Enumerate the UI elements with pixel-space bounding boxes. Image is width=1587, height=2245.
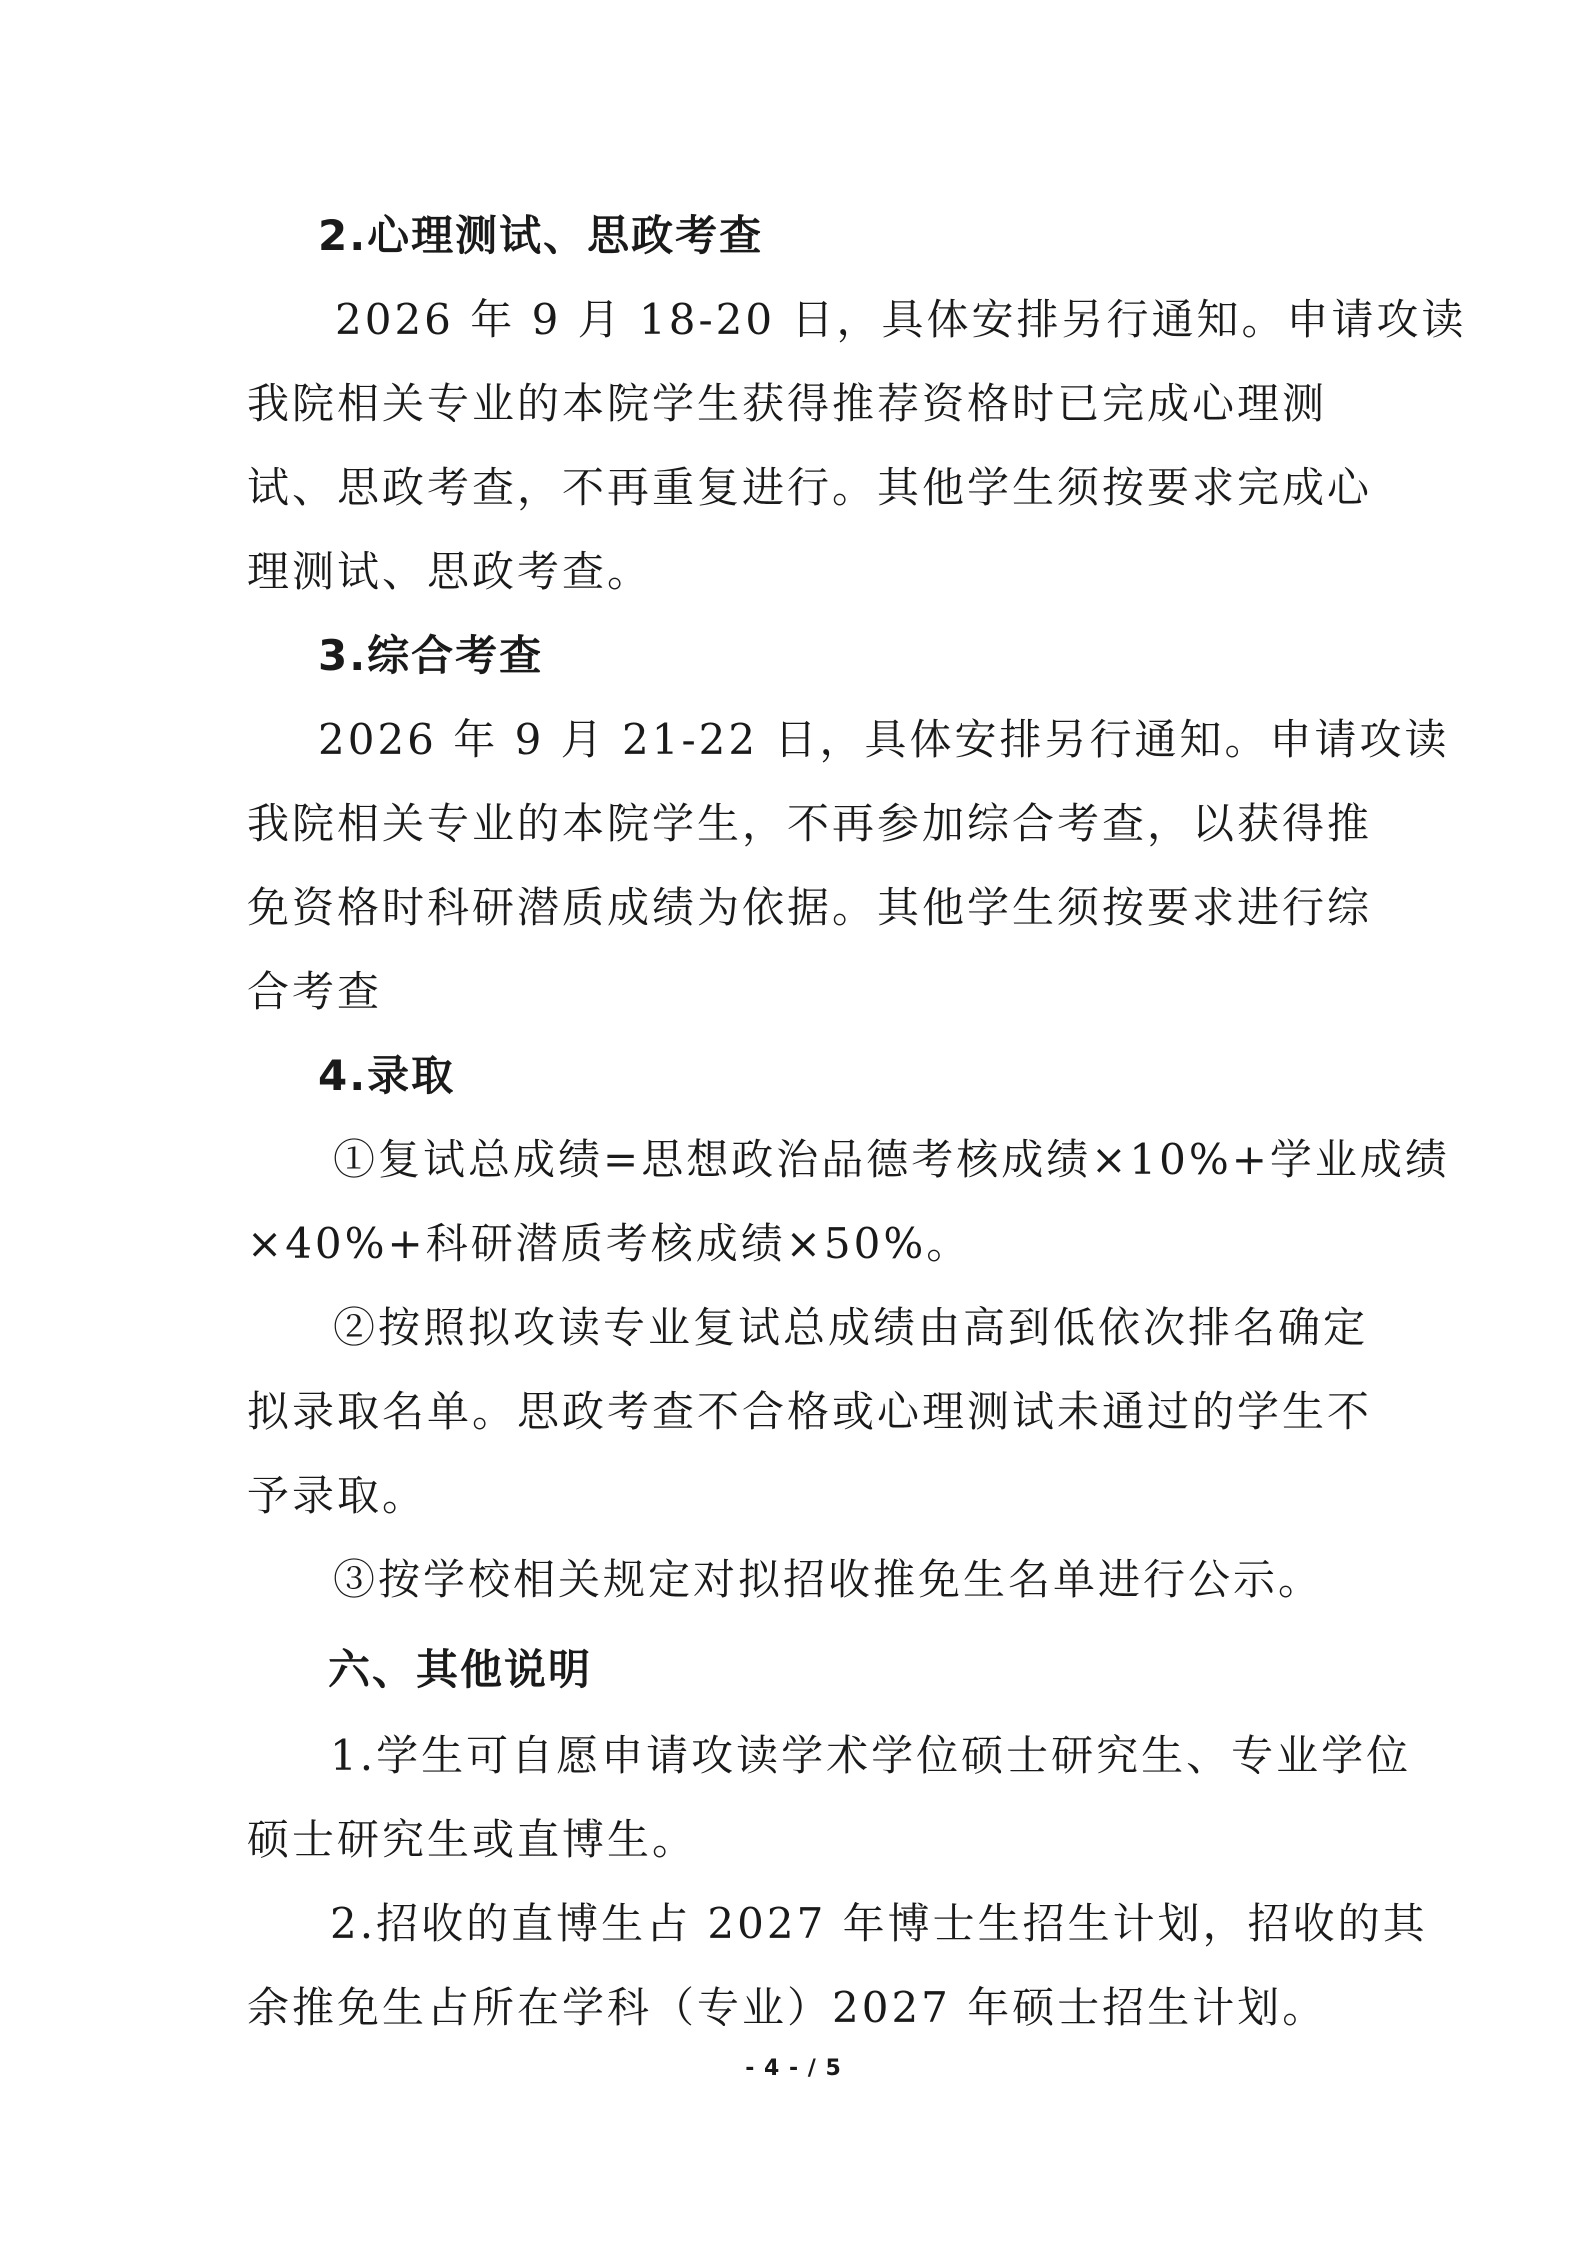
paragraph-line: 免资格时科研潜质成绩为依据。其他学生须按要求进行综 bbox=[247, 883, 1373, 932]
section-heading-comprehensive: 3.综合考查 bbox=[318, 631, 544, 680]
paragraph-line: 2.招收的直博生占 2027 年博士生招生计划，招收的其 bbox=[330, 1899, 1428, 1948]
paragraph-line: 1.学生可自愿申请攻读学术学位硕士研究生、专业学位 bbox=[330, 1731, 1412, 1780]
paragraph-line: ×40%+科研潜质考核成绩×50%。 bbox=[247, 1219, 972, 1268]
paragraph-line: ③按学校相关规定对拟招收推免生名单进行公示。 bbox=[333, 1555, 1324, 1604]
paragraph-line: 2026 年 9 月 18-20 日，具体安排另行通知。申请攻读 bbox=[335, 295, 1467, 344]
paragraph-line: 拟录取名单。思政考查不合格或心理测试未通过的学生不 bbox=[247, 1387, 1373, 1436]
paragraph-line: 我院相关专业的本院学生获得推荐资格时已完成心理测 bbox=[247, 379, 1328, 428]
paragraph-line: 理测试、思政考查。 bbox=[247, 547, 653, 596]
paragraph-line: 硕士研究生或直博生。 bbox=[247, 1815, 698, 1864]
section-heading-admission: 4.录取 bbox=[318, 1051, 456, 1100]
section-heading-other: 六、其他说明 bbox=[328, 1645, 593, 1694]
paragraph-line: 2026 年 9 月 21-22 日，具体安排另行通知。申请攻读 bbox=[318, 715, 1450, 764]
paragraph-line: ①复试总成绩=思想政治品德考核成绩×10%+学业成绩 bbox=[333, 1135, 1450, 1184]
paragraph-line: 余推免生占所在学科（专业）2027 年硕士招生计划。 bbox=[247, 1983, 1328, 2032]
paragraph-line: ②按照拟攻读专业复试总成绩由高到低依次排名确定 bbox=[333, 1303, 1369, 1352]
paragraph-line: 试、思政考查，不再重复进行。其他学生须按要求完成心 bbox=[247, 463, 1373, 512]
paragraph-line: 我院相关专业的本院学生，不再参加综合考查，以获得推 bbox=[247, 799, 1373, 848]
page-number: - 4 - / 5 bbox=[745, 2056, 842, 2081]
paragraph-line: 合考查 bbox=[247, 967, 383, 1016]
paragraph-line: 予录取。 bbox=[247, 1471, 428, 1520]
section-heading-psych-test: 2.心理测试、思政考查 bbox=[318, 211, 764, 260]
